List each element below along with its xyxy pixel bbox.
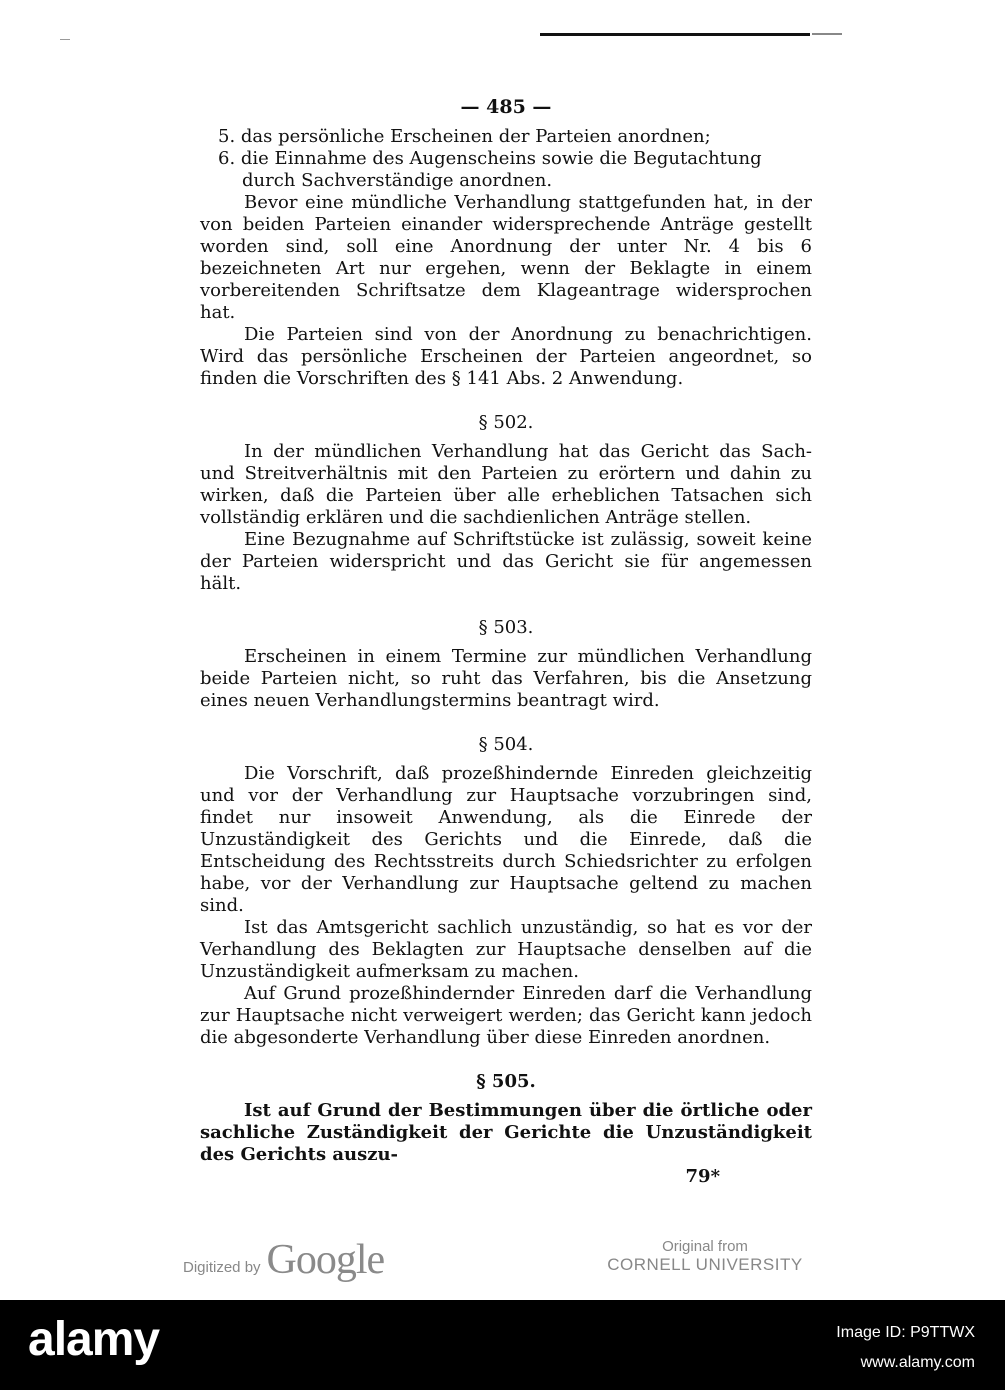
paragraph: Bevor eine mündliche Verhandlung stattgefunden hat, in der von beiden Parteien einander widersprechende Anträge gestellt worden sind, soll eine Anordnung der unter Nr. 4 bis 6 bezeichneten Art nur ergehen, wenn der Beklagte in einem vorbereitenden Schriftsatze dem Klageantrage widersprochen hat. [200, 192, 812, 323]
digitized-by-label: Digitized by [183, 1259, 261, 1276]
stock-image-info [836, 1318, 975, 1378]
section-heading: § 503. [478, 617, 534, 638]
paragraph: Ist das Amtsgericht sachlich unzuständig, so hat es vor der Verhandlung des Beklagten zur Hauptsache denselben auf die Unzuständigkeit aufmerksam zu machen. [200, 917, 812, 982]
section-heading: § 502. [478, 412, 534, 433]
scan-artifact-line-faint [812, 33, 842, 35]
paragraph: Auf Grund prozeßhindernder Einreden darf die Verhandlung zur Hauptsache nicht verweigert werden; das Gericht kann jedoch die abgesonderte Verhandlung über diese Einreden anordnen. [200, 983, 812, 1048]
section-heading: § 504. [478, 734, 534, 755]
enumerated-list [200, 126, 812, 192]
signature-mark: 79* [685, 1166, 720, 1187]
paragraph: Ist auf Grund der Bestimmungen über die örtliche oder sachliche Zuständigkeit der Gerichte die Unzuständigkeit des Gerichts auszu- [200, 1100, 812, 1165]
paragraph: Die Parteien sind von der Anordnung zu benachrichtigen. Wird das persönliche Erscheinen der Parteien angeordnet, so finden die Vorschriften des § 141 Abs. 2 Anwendung. [200, 324, 812, 389]
section-heading: § 505. [476, 1071, 536, 1092]
stock-footer-bar [0, 1300, 1005, 1390]
page-number: — 485 — [460, 96, 552, 118]
original-from-watermark [600, 1238, 810, 1275]
page-content [200, 96, 812, 1187]
paragraph: Eine Bezugnahme auf Schriftstücke ist zulässig, soweit keine der Parteien widerspricht und das Gericht sie für angemessen hält. [200, 529, 812, 594]
stock-site-url: www.alamy.com [860, 1354, 975, 1371]
list-item: 6. die Einnahme des Augenscheins sowie die Begutachtung durch Sachverständige anordnen. [218, 148, 762, 191]
list-item: 5. das persönliche Erscheinen der Parteien anordnen; [218, 126, 711, 147]
stock-image-id: Image ID: P9TTWX [836, 1324, 975, 1341]
google-logo: Google [266, 1237, 385, 1283]
digitized-by-watermark [183, 1236, 384, 1284]
stock-brand-logo: alamy [28, 1313, 160, 1366]
scan-artifact-tick [60, 39, 70, 40]
original-from-label: Original from [662, 1238, 748, 1255]
paragraph: In der mündlichen Verhandlung hat das Gericht das Sach- und Streitverhältnis mit den Parteien zu erörtern und dahin zu wirken, daß die Parteien über alle erheblichen Tatsachen sich vollständig erklären und die sachdienlichen Anträge stellen. [200, 441, 812, 528]
paragraph: Erscheinen in einem Termine zur mündlichen Verhandlung beide Parteien nicht, so ruht das Verfahren, bis die Ansetzung eines neuen Verhandlungstermins beantragt wird. [200, 646, 812, 711]
paragraph: Die Vorschrift, daß prozeßhindernde Einreden gleichzeitig und vor der Verhandlung zur Hauptsache vorzubringen sind, findet nur insoweit Anwendung, als die Einrede der Unzuständigkeit des Gerichts und die Einrede, daß die Entscheidung des Rechtsstreits durch Schiedsrichter zu erfolgen habe, vor der Verhandlung zur Hauptsache geltend zu machen sind. [200, 763, 812, 916]
institution-name: CORNELL UNIVERSITY [607, 1255, 803, 1274]
scan-artifact-line [540, 33, 810, 36]
